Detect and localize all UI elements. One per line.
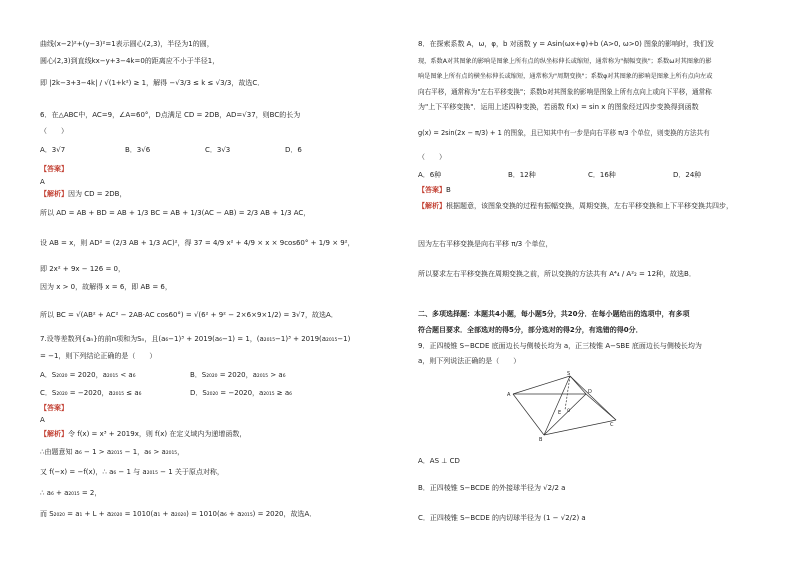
option-d: D．S₂₀₂₀ = −2020，a₂₀₁₅ ≥ a₆ (190, 389, 292, 397)
answer-6 (40, 165, 68, 174)
text-line: 即 |2k−3+3−4k| / √(1+k²) ≥ 1，解得 −√3/3 ≤ k ≤ √3/3，故选C． (40, 79, 265, 87)
question-8: 8．在探索系数 A，ω，φ，b 对函数 y = Asin(ωx+φ)+b (A>0, ω>0) 图象的影响时，我们发 (418, 40, 715, 48)
option-a: A．3√7 (40, 146, 66, 154)
answer-7-value: A (40, 416, 45, 424)
text-line: 令 f(x) = x³ + 2019x，则 f(x) 在定义域内为递增函数， (68, 430, 247, 438)
text-line: 而 S₂₀₂₀ = a₁ + L + a₂₀₂₀ = 1010(a₁ + a₂₀₂₀) = 1010(a₆ + a₂₀₁₅) = 2020，故选A． (40, 510, 317, 518)
question-7-options-row1 (40, 371, 286, 380)
answer-label: 【答案】 (40, 165, 68, 173)
section-2-heading-cont: 符合题目要求．全部选对的得5分，部分选对的得2分，有选错的得0分． (418, 326, 643, 334)
text-line: 设 AB = x，则 AD² = (2/3 AB + 1/3 AC)²，得 37 = 4/9 x² + 4/9 × x × 9cos60° + 1/9 × 9²， (40, 239, 355, 247)
label-s: S (567, 371, 571, 377)
answer-6-value: A (40, 178, 45, 186)
option-a: A．6种 (418, 171, 442, 179)
text-line: 因为左右平移变换是向右平移 π/3 个单位， (418, 240, 553, 248)
answer-8 (418, 186, 451, 195)
text-line: 根据题意，该图象变换的过程有振幅变换，周期变换，左右平移变换和上下平移变换共四步， (446, 202, 733, 210)
label-o: O (567, 408, 571, 413)
text-line: 为"上下平移变换"．运用上述四种变换，若函数 f(x) = sin x 的图象经过四步变换得到函数 (418, 103, 699, 111)
blank: （ ） (418, 153, 446, 161)
answer-label: 【答案】 (418, 186, 446, 194)
answer-8-value: B (446, 186, 451, 194)
label-d: D (588, 389, 592, 395)
explanation-label: 【解析】 (40, 190, 68, 198)
text-line: 所以 BC = √(AB² + AC² − 2AB·AC cos60°) = √(6² + 9² − 2×6×9×1/2) = 3√7，故选A． (40, 311, 338, 319)
option-b: B．3√6 (125, 146, 151, 154)
text-line: 向右平移，通常称为"左右平移变换"；系数b对其图象的影响是图象上所有点向上或向下平移，通常称 (418, 88, 712, 96)
label-b: B (539, 437, 543, 443)
explanation-8 (418, 202, 733, 211)
text-line: 曲线(x−2)²+(y−3)²=1表示圆心(2,3)，半径为1的圆， (40, 40, 214, 48)
option-b: B．12种 (508, 171, 536, 179)
blank: （ ） (40, 127, 68, 135)
text-line: ∴由题意知 a₆ − 1 > a₂₀₁₅ − 1，a₆ > a₂₀₁₅， (40, 448, 185, 456)
answer-7 (40, 404, 68, 413)
text-line: 所以要求左右平移变换在周期变换之前，所以变换的方法共有 A⁴₄ / A²₂ = 12种，故选B． (418, 270, 696, 278)
label-c: C (610, 422, 614, 428)
question-9: 9．正四棱锥 S−BCDE 底面边长与侧棱长均为 a，正三棱锥 A−SBE 底面边长与侧棱长均为 (418, 342, 702, 350)
option-b: B．正四棱锥 S−BCDE 的外接球半径为 √2/2 a (418, 484, 566, 492)
text-line: 又 f(−x) = −f(x)，∴ a₆ − 1 与 a₂₀₁₅ − 1 关于原点对称， (40, 468, 224, 476)
label-a: A (507, 392, 511, 398)
option-c: C．正四棱锥 S−BCDE 的内切球半径为 (1 − √2/2) a (418, 514, 586, 522)
option-c: C．16种 (588, 171, 616, 179)
option-c: C．S₂₀₂₀ = −2020，a₂₀₁₅ ≤ a₆ (40, 389, 142, 397)
text-line: a，则下列说法正确的是（ ） (418, 357, 521, 365)
question-7-options-row2 (40, 389, 292, 398)
explanation-6 (40, 190, 126, 199)
section-2-heading: 二、多项选择题：本题共4小题，每小题5分，共20分．在每小题给出的选项中，有多项 (418, 310, 690, 318)
question-8-options (418, 171, 701, 180)
answer-label: 【答案】 (40, 404, 68, 412)
text-line: 现，系数A对其图象的影响是图象上所有点的纵坐标伸长或缩短，通常称为"振幅变换"；系数ω对其图象的影 (418, 58, 712, 65)
question-7: 7.设等差数列{aₙ}的前n项和为Sₙ，且(a₆−1)³ + 2019(a₆−1) = 1，(a₂₀₁₅−1)³ + 2019(a₂₀₁₅−1) (40, 335, 351, 343)
option-a: A．AS ⊥ CD (418, 457, 460, 465)
explanation-7 (40, 430, 246, 439)
option-c: C．3√3 (205, 146, 231, 154)
explanation-label: 【解析】 (40, 430, 68, 438)
option-a: A．S₂₀₂₀ = 2020，a₂₀₁₅ < a₆ (40, 371, 136, 379)
text-line: 即 2x² + 9x − 126 = 0， (40, 265, 125, 273)
text-line: 因为 CD = 2DB， (68, 190, 127, 198)
question-6-options (40, 146, 370, 155)
text-line: 响是图象上所有点的横坐标伸长或缩短，通常称为"周期变换"；系数φ对其图象的影响是图象上所有点向左或 (418, 73, 713, 80)
text-line: g(x) = 2sin(2x − π/3) + 1 的图象，且已知其中有一步是向右平移 π/3 个单位，则变换的方法共有 (418, 129, 710, 137)
option-d: D．24种 (673, 171, 702, 179)
explanation-label: 【解析】 (418, 202, 446, 210)
text-line: 因为 x > 0，故解得 x = 6，即 AB = 6， (40, 283, 172, 291)
text-line: ∴ a₆ + a₂₀₁₅ = 2， (40, 489, 102, 497)
text-line: 所以 AD = AB + BD = AB + 1/3 BC = AB + 1/3(AC − AB) = 2/3 AB + 1/3 AC， (40, 209, 311, 217)
option-b: B．S₂₀₂₀ = 2020，a₂₀₁₅ > a₆ (190, 371, 286, 379)
text-line: 圆心(2,3)到直线kx−y+3−4k=0的距离应不小于半径1， (40, 57, 220, 65)
question-6: 6．在△ABC中，AC=9，∠A=60°，D点满足 CD = 2DB，AD=√37，则BC的长为 (40, 111, 301, 119)
text-line: = −1，则下列结论正确的是（ ） (40, 352, 157, 360)
option-d: D．6 (285, 146, 302, 154)
pyramid-figure (498, 370, 618, 455)
label-e: E (558, 410, 562, 416)
